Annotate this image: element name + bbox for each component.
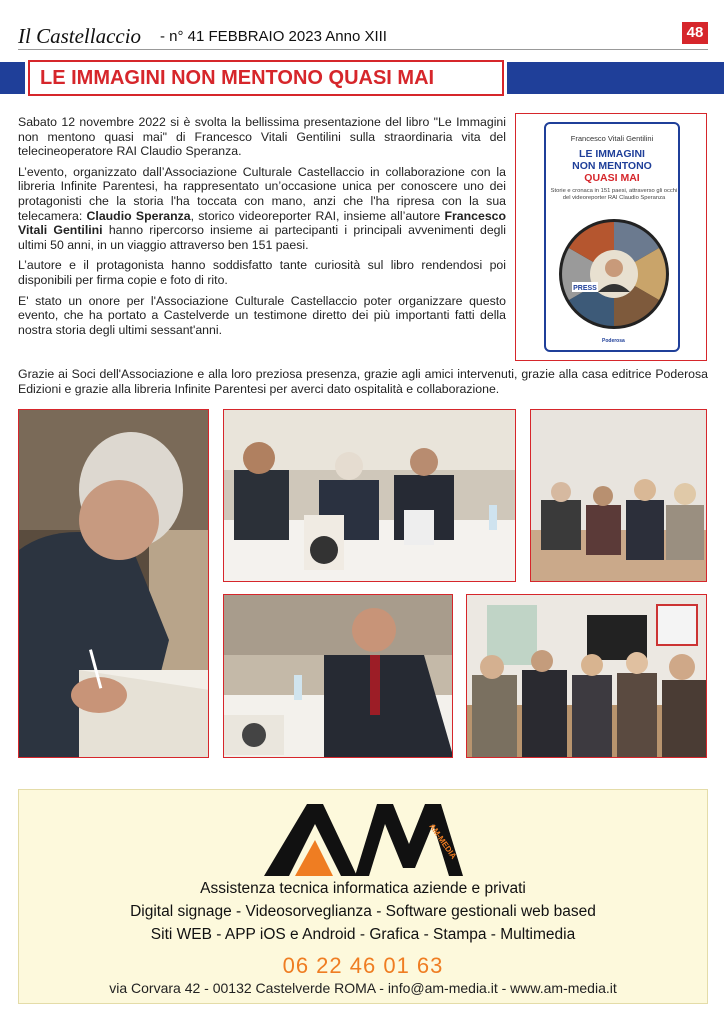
issue-info: - n° 41 FEBBRAIO 2023 Anno XIII (160, 28, 387, 45)
paragraph-5: Grazie ai Soci dell'Associazione e alla loro preziosa presenza, grazie agli amici intervenuti, grazie alla casa editrice Poderosa Edizioni e grazie alla libreria Infinite Parentesi per averci dato ospitalità e collaborazione. (18, 367, 708, 396)
ad-line-3: Siti WEB - APP iOS e Android - Grafica - Stampa - Multimedia (150, 926, 576, 943)
p2-name-speranza: Claudio Speranza (86, 208, 191, 223)
book-title-line-3: QUASI MAI (584, 172, 640, 184)
photo-speakers-table (223, 409, 516, 582)
article-title-bar (0, 60, 724, 96)
p2-name-author: Francesco Vitali Gentilini (18, 208, 507, 238)
ad-address[interactable]: via Corvara 42 - 00132 Castelverde ROMA - info@am-media.it - www.am-media.it (109, 980, 617, 996)
photo-audience-2 (466, 594, 707, 758)
photo-protagonist-signing (223, 594, 453, 758)
book-author: Francesco Vitali Gentilini (570, 134, 654, 143)
article-title: LE IMMAGINI NON MENTONO QUASI MAI (40, 67, 435, 89)
p2-part-c: , storico videoreporter RAI, insieme all’autore (190, 208, 445, 223)
paragraph-3: L’autore e il protagonista hanno soddisfatto tante curiosità sul libro rendendosi poi disponibili per firma copie e foto di rito. (18, 258, 506, 287)
article-body (18, 115, 506, 343)
book-cover-frame (515, 113, 707, 361)
book-cover (544, 122, 680, 352)
title-box (28, 60, 504, 96)
paragraph-4: E' stato un onore per l'Associazione Culturale Castellaccio poter organizzare questo evento, che ha portato a Castelverde un testimone diretto dei più importanti fatti della nostra storia degli ultimi sessant'anni. (18, 293, 506, 337)
photo-author-signing (18, 409, 209, 758)
paragraph-2 (18, 165, 506, 253)
ad-brand: AM-MEDIA (427, 821, 459, 861)
book-title-line-1: LE IMMAGINI (579, 148, 645, 160)
paragraph-1: Sabato 12 novembre 2022 si è svolta la bellissima presentazione del libro "Le Immagini non mentono quasi mai" di Francesco Vitali Gentilini sulla straordinaria vita del telecineoperatore RAI Claudio Speranza. (18, 115, 506, 159)
book-subtitle: Storie e cronaca in 151 paesi, attraverso gli occhi del videoreporter RAI Claudio Speranza (550, 188, 678, 201)
page-number: 48 (682, 22, 708, 44)
am-media-advertisement (18, 789, 708, 1004)
ad-phone[interactable]: 06 22 46 01 63 (282, 953, 444, 978)
photo-audience-1 (530, 409, 707, 582)
book-publisher: Poderosa (602, 338, 625, 344)
title-bar-left-accent (0, 62, 25, 94)
book-title (546, 148, 678, 184)
book-title-line-2: NON MENTONO (572, 160, 652, 172)
ad-line-2: Digital signage - Videosorveglianza - Software gestionali web based (130, 903, 596, 920)
p2-part-a: L’evento, organizzato dall’Associazione Culturale Castellaccio in collaborazione con la libreria Infinite Parentesi, ha rappresentato un’occasione unica per conoscere uno dei protagonisti che la storia l'ha toccata con mano, anzi che l'ha ripresa con la sua telecamera: (18, 164, 506, 223)
page-header (18, 22, 708, 50)
am-media-logo-icon (259, 796, 469, 878)
camera-lens-collage-icon (556, 216, 672, 332)
magazine-name: Il Castellaccio (18, 24, 142, 48)
title-bar-right-accent (507, 62, 724, 94)
svg-text:PRESS: PRESS (573, 285, 597, 292)
ad-line-1: Assistenza tecnica informatica aziende e privati (200, 880, 526, 897)
p2-part-e: hanno ripercorso insieme ai partecipanti i principali avvenimenti degli ultimi 50 anni, in un viaggio attraverso ben 151 paesi. (18, 223, 506, 252)
